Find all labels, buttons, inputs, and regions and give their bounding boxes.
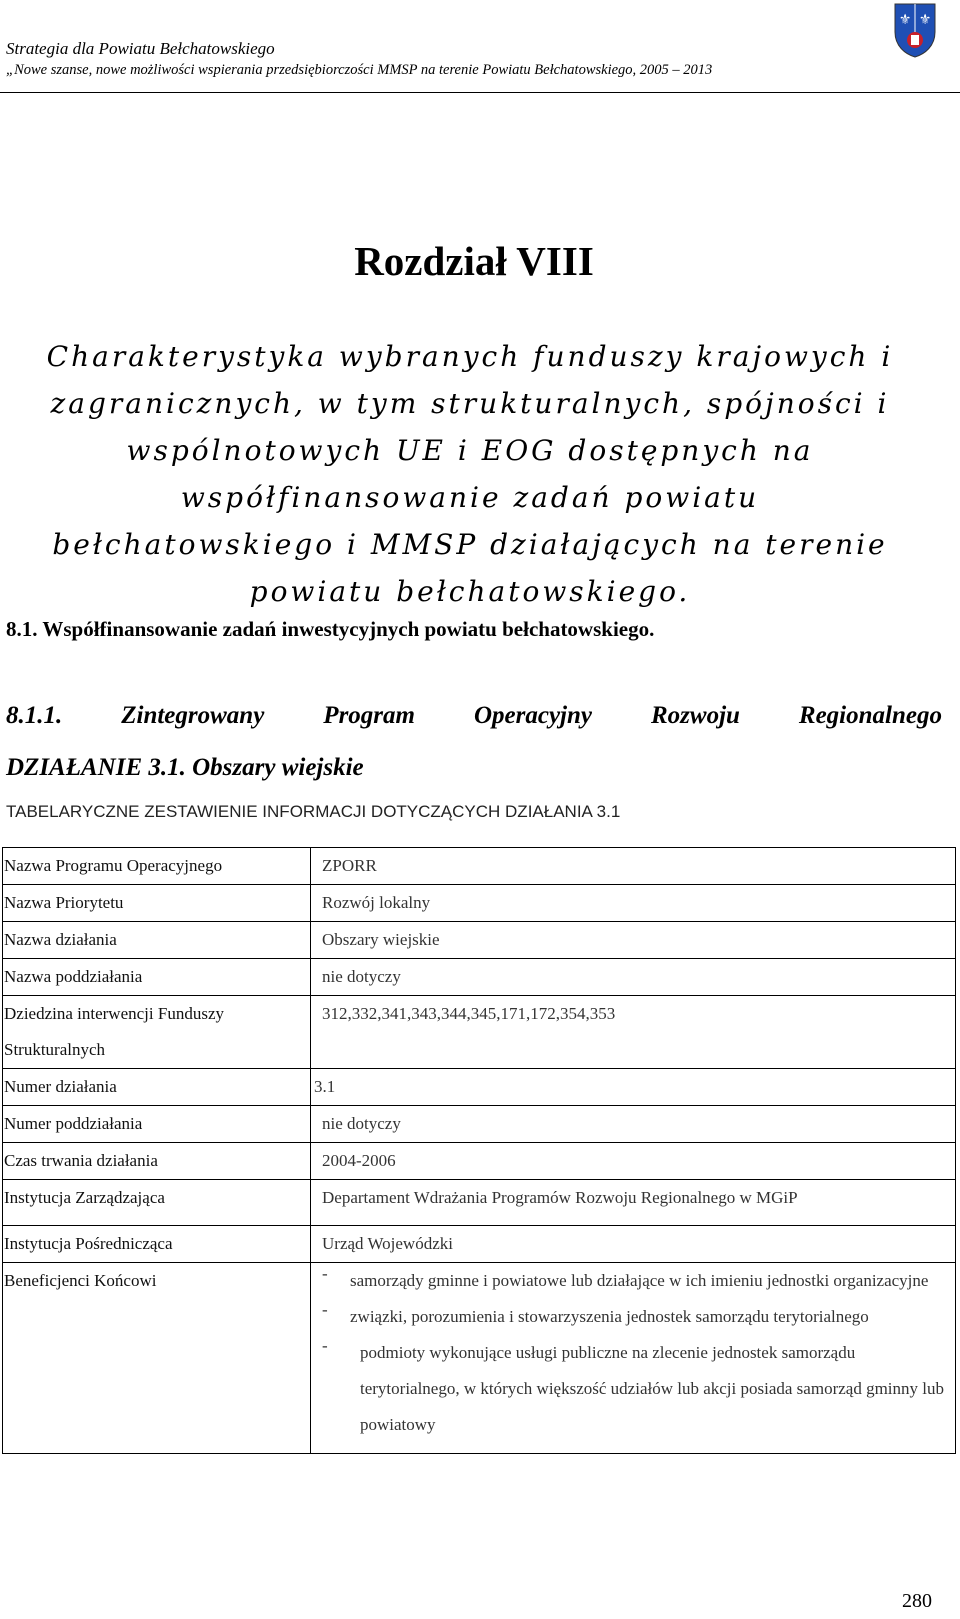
table-key: Nazwa Priorytetu <box>3 885 311 922</box>
table-value: Departament Wdrażania Programów Rozwoju Regionalnego w MGiP <box>311 1180 956 1226</box>
list-item-text: samorządy gminne i powiatowe lub działające w ich imieniu jednostki organizacyjne <box>350 1271 929 1290</box>
heading-word: 8.1.1. <box>6 702 63 729</box>
list-item-text: podmioty wykonujące usługi publiczne na zlecenie jednostek samorządu terytorialnego, w których większość udziałów lub akcji posiada samorząd gminny lub powiatowy <box>360 1343 944 1434</box>
table-row <box>3 848 956 885</box>
table-value: 3.1 <box>311 1069 956 1106</box>
section-heading-8-1-1 <box>6 690 942 794</box>
svg-text:⚜: ⚜ <box>898 12 912 28</box>
table-value: Obszary wiejskie <box>311 922 956 959</box>
page-number: 280 <box>902 1590 932 1612</box>
section-heading-line1 <box>6 690 942 742</box>
table-row <box>3 1263 956 1454</box>
table-key: Nazwa Programu Operacyjnego <box>3 848 311 885</box>
table-value: 2004-2006 <box>311 1143 956 1180</box>
table-row <box>3 1106 956 1143</box>
table-row <box>3 1143 956 1180</box>
table-row <box>3 1069 956 1106</box>
heading-word: Regionalnego <box>798 702 942 729</box>
heading-word: Zintegrowany <box>121 702 265 729</box>
table-key: Numer poddziałania <box>3 1106 311 1143</box>
table-row <box>3 885 956 922</box>
table-key: Instytucja Zarządzająca <box>3 1180 311 1226</box>
table-value: nie dotyczy <box>311 1106 956 1143</box>
table-key: Instytucja Pośrednicząca <box>3 1226 311 1263</box>
table-row <box>3 1180 956 1226</box>
table-key: Czas trwania działania <box>3 1143 311 1180</box>
list-dash: - <box>322 1336 328 1355</box>
beneficiaries-list <box>311 1263 956 1454</box>
table-value: Urząd Wojewódzki <box>311 1226 956 1263</box>
list-item <box>322 1299 955 1335</box>
header-title: Strategia dla Powiatu Bełchatowskiego <box>6 39 275 58</box>
table-row <box>3 922 956 959</box>
info-table <box>2 847 956 1454</box>
coat-of-arms-icon <box>893 2 937 58</box>
table-key: Nazwa działania <box>3 922 311 959</box>
heading-word: Rozwoju <box>650 702 740 729</box>
table-title: TABELARYCZNE ZESTAWIENIE INFORMACJI DOTYCZĄCYCH DZIAŁANIA 3.1 <box>6 802 621 821</box>
list-item-text: związki, porozumienia i stowarzyszenia jednostek samorządu terytorialnego <box>350 1307 869 1326</box>
header-subtitle: „Nowe szanse, nowe możliwości wspierania przedsiębiorczości MMSP na terenie Powiatu Bełchatowskiego, 2005 – 2013 <box>6 62 713 78</box>
header-divider <box>0 92 960 93</box>
table-key: Beneficjenci Końcowi <box>3 1263 311 1454</box>
chapter-title: Rozdział VIII <box>354 238 594 284</box>
section-heading-line2: DZIAŁANIE 3.1. Obszary wiejskie <box>6 754 364 781</box>
section-heading-8-1: 8.1. Współfinansowanie zadań inwestycyjnych powiatu bełchatowskiego. <box>6 617 655 641</box>
table-value: nie dotyczy <box>311 959 956 996</box>
chapter-subtitle: Charakterystyka wybranych funduszy krajowych i zagranicznych, w tym strukturalnych, spójności i wspólnotowych UE i EOG dostępnych na współfinansowanie zadań powiatu bełchatowskiego i MMSP działających na terenie powiatu bełchatowskiego. <box>46 340 894 608</box>
list-item <box>322 1335 955 1443</box>
svg-text:⚜: ⚜ <box>918 12 932 28</box>
table-value: ZPORR <box>311 848 956 885</box>
table-value: 312,332,341,343,344,345,171,172,354,353 <box>311 996 956 1069</box>
page-header <box>6 38 946 80</box>
list-item <box>322 1263 955 1299</box>
table-row <box>3 1226 956 1263</box>
table-value: Rozwój lokalny <box>311 885 956 922</box>
list-dash: - <box>322 1300 328 1319</box>
table-row <box>3 996 956 1069</box>
table-key: Nazwa poddziałania <box>3 959 311 996</box>
heading-word: Operacyjny <box>473 702 592 729</box>
table-key: Numer działania <box>3 1069 311 1106</box>
table-row <box>3 959 956 996</box>
heading-word: Program <box>323 702 415 729</box>
table-key: Dziedzina interwencji Funduszy Strukturalnych <box>3 996 311 1069</box>
list-dash: - <box>322 1264 328 1283</box>
